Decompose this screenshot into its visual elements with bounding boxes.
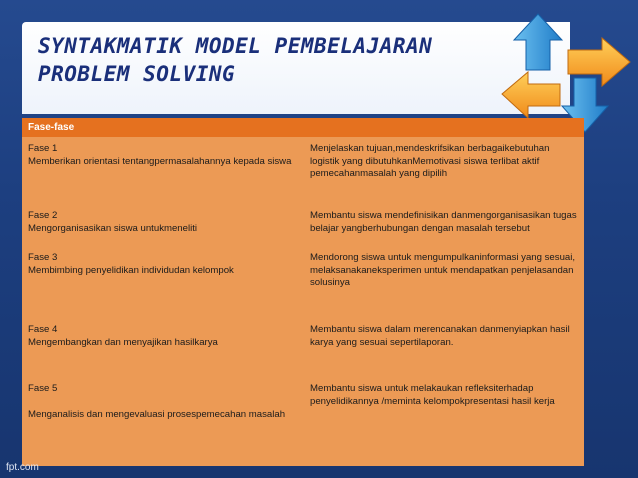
row-2-left-text: Mengorganisasikan siswa untukmeneliti [28, 222, 198, 234]
up-arrow [514, 14, 562, 70]
table-header: Fase-fase [22, 118, 584, 137]
footer-brand: fpt.com [6, 462, 39, 473]
cycle-arrows-icon [498, 12, 638, 134]
row-5-right-text: Membantu siswa untuk melakaukan refleksiterhadap penyelidikannya /meminta kelompokpresentasi hasil kerja [310, 383, 555, 407]
row-4-left [28, 324, 310, 349]
slide-title [38, 32, 432, 88]
row-5-left-text: Menganalisis dan mengevaluasi prosespemecahan masalah [28, 408, 286, 420]
row-2-left [28, 210, 310, 235]
row-3-right-text: Mendorong siswa untuk mengumpulkaninformasi yang sesuai, melaksanakaneksperimen untuk mendapatkan penjelasandan solusinya [310, 252, 576, 289]
title-line-1: SYNTAKMATIK MODEL PEMBELAJARAN [38, 34, 433, 58]
left-arrow [502, 72, 560, 118]
row-1-left-text: Memberikan orientasi tentangpermasalahannya kepada siswa [28, 155, 292, 167]
row-4-right-text: Membantu siswa dalam merencanakan danmenyiapkan hasil karya yang sesuai sepertilaporan. [310, 324, 570, 348]
row-1-right-text: Menjelaskan tujuan,mendeskrifsikan berbagaikebutuhan logistik yang dibutuhkanMemotivasi siswa terlibat aktif pemecahanmasalah yang dipilih [310, 143, 550, 180]
row-3-phase: Fase 3 [28, 252, 58, 263]
row-2-phase: Fase 2 [28, 210, 58, 221]
row-5-phase: Fase 5 [28, 383, 58, 394]
row-4-left-text: Mengembangkan dan menyajikan hasilkarya [28, 336, 218, 348]
row-4-phase: Fase 4 [28, 324, 58, 335]
row-3-left [28, 252, 310, 277]
row-2-right-text: Membantu siswa mendefinisikan danmengorganisasikan tugas belajar yangberhubungan dengan masalah tersebut [310, 210, 577, 234]
title-line-2: PROBLEM SOLVING [38, 62, 236, 86]
row-1-phase: Fase 1 [28, 143, 58, 154]
row-5-left [28, 383, 310, 421]
row-3-left-text: Membimbing penyelidikan individudan kelompok [28, 264, 234, 276]
row-1-left [28, 143, 310, 168]
phases-table [22, 118, 584, 466]
